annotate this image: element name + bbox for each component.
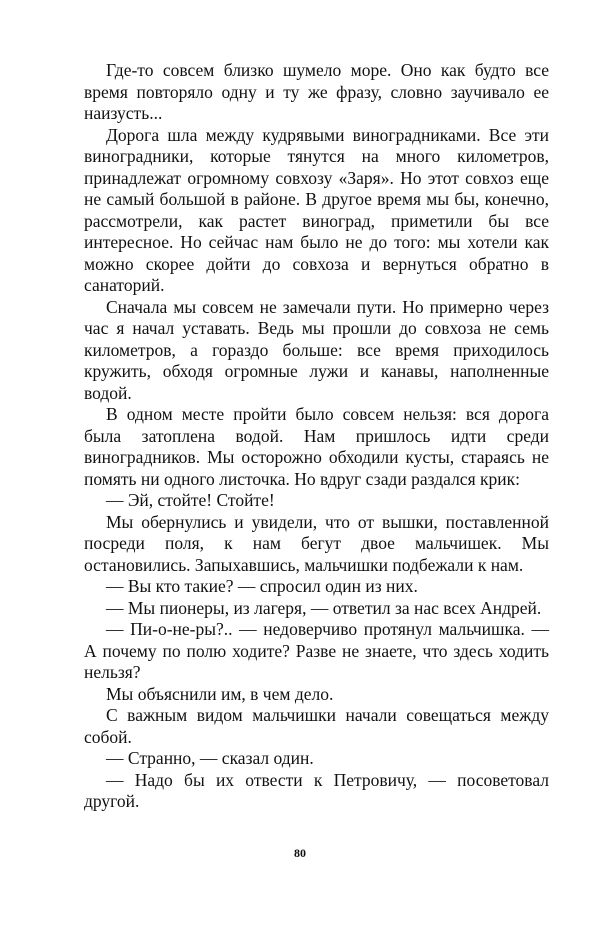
paragraph-4: В одном месте пройти было совсем нельзя: вся дорога была затоплена водой. Нам пришлось идти среди виноградников. Мы осторожно обходили кусты, стараясь не помять ни одного листочка. Но вдруг сзади раздался крик:: [84, 404, 549, 489]
paragraph-1: Где-то совсем близко шумело море. Оно как будто все время повторяло одну и ту же фразу, словно заучивало ее наизусть...: [84, 60, 549, 123]
paragraph-3: Сначала мы совсем не замечали пути. Но примерно через час я начал уставать. Ведь мы прошли до совхоза не семь километров, а гораздо больше: все время приходилось кружить, обходя огромные лужи и канавы, наполненные водой.: [84, 296, 549, 403]
paragraph-6: Мы обернулись и увидели, что от вышки, поставленной посреди поля, к нам бегут двое мальчишек. Мы остановились. Запыхавшись, мальчишки подбежали к нам.: [84, 511, 549, 575]
paragraph-11: С важным видом мальчишки начали совещаться между собой.: [84, 705, 549, 747]
paragraph-13: — Надо бы их отвести к Петровичу, — посоветовал другой.: [84, 769, 549, 811]
paragraph-7: — Вы кто такие? — спросил один из них.: [106, 576, 418, 596]
paragraph-9: — Пи-о-не-ры?.. — недоверчиво протянул мальчишка. — А почему по полю ходите? Разве не знаете, что здесь ходить нельзя?: [84, 619, 549, 682]
page-number: 80: [294, 846, 306, 860]
paragraph-8: — Мы пионеры, из лагеря, — ответил за нас всех Андрей.: [106, 597, 542, 618]
text-column: [84, 60, 549, 813]
paragraph-10: Мы объяснили им, в чем дело.: [106, 683, 334, 704]
paragraph-12: — Странно, — сказал один.: [106, 748, 314, 768]
paragraph-5: — Эй, стойте! Стойте!: [106, 490, 275, 510]
paragraph-2: Дорога шла между кудрявыми виноградниками. Все эти виноградники, которые тянутся на много километров, принадлежат огромному совхозу «Заря». Но этот совхоз еще не самый большой в районе. В другое время мы бы, конечно, рассмотрели, как растет виноград, приметили бы все интересное. Но сейчас нам было не до того: мы хотели как можно скорее дойти до совхоза и вернуться обратно в санаторий.: [84, 124, 549, 295]
